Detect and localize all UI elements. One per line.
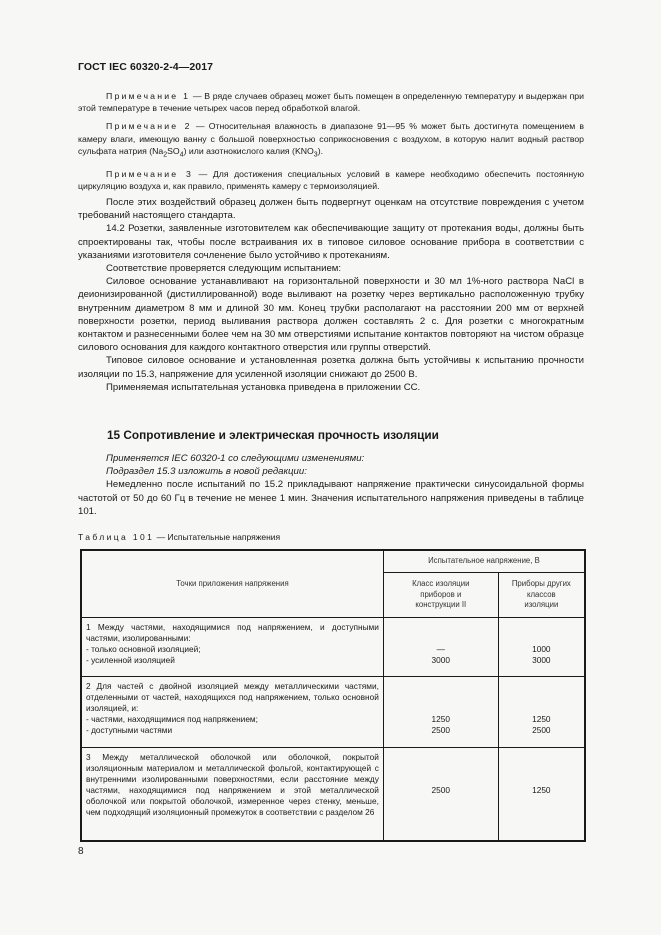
section-paragraph: Немедленно после испытаний по 15.2 прикладывают напряжение практически синусоидальной формы частотой от 50 до 60 Гц в течение не менее 1 мин. Значения испытательного напряжения приведены в таблице 101. (78, 479, 584, 517)
row-2-description (81, 677, 383, 748)
subscript: 3 (313, 151, 318, 159)
document-header: ГОСТ IEC 60320-2-4—2017 (78, 61, 214, 73)
table-caption (78, 532, 280, 542)
table-header-row (81, 550, 585, 573)
value: 2500 (532, 725, 551, 735)
paragraph: 14.2 Розетки, заявленные изготовителем как обеспечивающие защиту от протекания воды, должны быть спроектированы так, чтобы после встраивания их в типовое силовое основание прибора в соответствии с указаниями изготовителя сочленение было устойчиво к протеканиям. (78, 223, 584, 261)
note-label: Примечание 3 (106, 168, 194, 179)
row-2-class2 (383, 677, 498, 748)
table-caption-text: — Испытательные напряжения (154, 532, 281, 542)
table-row (81, 677, 585, 748)
notes-block (78, 90, 584, 192)
note-2 (78, 120, 584, 161)
value: 3000 (431, 655, 451, 665)
body-text (78, 196, 584, 394)
note-3 (78, 168, 584, 192)
subscript: 2 (163, 151, 168, 159)
note-text: — В ряде случаев образец может быть помещен в определенную температуру и выдержан при этой температуре в течение четырех часов перед обработкой влагой. (78, 91, 584, 114)
note-label: Примечание 1 (106, 91, 191, 101)
paragraph: Соответствие проверяется следующим испытанием: (106, 263, 342, 275)
paragraph: Силовое основание устанавливают на горизонтальной поверхности и 30 мл 1%-ного раствора NaCl в деионизированной (дистиллированной) воде выливают на розетку через вертикально расположенную трубку внутренним диаметром 8 мм и длиной 30 мм. Конец трубки располагают на расстоянии 200 мм от верхней поверхности розетки, период выливания раствора должен составлять 2 с. Для розетки с многократным контактом и разнесенными более чем на 30 мм отверстиями испытание контактов повторяют на чистом образце силового основания для каждого контактного отверстия или группы отверстий. (78, 276, 584, 354)
section-text (78, 452, 584, 518)
value: — (436, 644, 445, 654)
row-sub-item: - доступными частями (86, 725, 173, 735)
test-voltage-table (80, 549, 586, 842)
row-3-other: 1250 (498, 748, 585, 842)
paragraph: Применяемая испытательная установка приведена в приложении СС. (106, 381, 421, 393)
row-1-description (81, 618, 383, 677)
section-title: 15 Сопротивление и электрическая прочность изоляции (107, 428, 439, 442)
paragraph: Типовое силовое основание и установленная розетка должна быть устойчивы к испытанию прочности изоляции по 15.3, напряжение для усиленной изоляции снижают до 2500 В. (78, 355, 584, 380)
value: 1250 (431, 714, 451, 724)
row-sub-item: - только основной изоляцией; (86, 644, 201, 654)
value: 3000 (532, 655, 551, 665)
row-main-text: 1 Между частями, находящимися под напряжением, и доступными частями, изолированными: (86, 622, 379, 643)
table-caption-label: Таблица 101 (78, 532, 155, 542)
paragraph: После этих воздействий образец должен быть подвергнут оценкам на отсутствие повреждения с учетом требований настоящего стандарта. (78, 197, 584, 222)
note-text: — Для достижения специальных условий в камере необходимо обеспечить постоянную циркуляцию воздуха и, как правило, применять камеру с термоизоляцией. (78, 168, 584, 191)
row-main-text: 2 Для частей с двойной изоляцией между металлическими частями, отделенными от частей, находящихся под напряжением, только основной изоляцией, и: (86, 681, 379, 713)
subscript: 4 (179, 151, 184, 159)
row-3-class2: 2500 (383, 748, 498, 842)
table-row (81, 748, 585, 842)
row-sub-item: - усиленной изоляцией (86, 655, 175, 665)
row-sub-item: - частями, находящимися под напряжением; (86, 714, 258, 724)
row-2-other (498, 677, 585, 748)
section-italic-1: Применяется IEC 60320-1 со следующими изменениями: (106, 453, 365, 464)
note-label: Примечание 2 (106, 121, 192, 132)
header-voltage: Испытательное напряжение, В (383, 550, 585, 573)
note-text: ). (317, 145, 323, 156)
value: 1250 (532, 714, 551, 724)
note-text: ) или азотнокислого калия (KNO (183, 145, 314, 156)
row-3-description: 3 Между металлической оболочкой или оболочкой, покрытой изоляционным материалом и металлической фольгой, контактирующей с внутренними изолированными поверхностями, если расстояние между частями, находящимися под напряжением и этой металлической оболочкой или покрытой оболочкой, измеренное через стенку, меньше, чем подходящий изоляционный промежуток в соответствии с разделом 26 (81, 748, 383, 842)
value: 2500 (431, 725, 451, 735)
header-points: Точки приложения напряжения (81, 550, 383, 618)
section-italic-2: Подраздел 15.3 изложить в новой редакции: (106, 466, 307, 478)
header-other: Приборы других классов изоляции (498, 573, 585, 618)
header-class2: Класс изоляции приборов и конструкции II (383, 573, 498, 618)
row-1-other (498, 618, 585, 677)
note-text: SO (167, 145, 180, 156)
table-row (81, 618, 585, 677)
row-1-class2 (383, 618, 498, 677)
value: 1000 (532, 644, 551, 654)
page-number: 8 (78, 846, 84, 857)
note-1 (78, 90, 584, 114)
note-text: — Относительная влажность в диапазоне 91—95 % может быть достигнута помещением в камеру влаги, имеющую ванну с большой поверхностью соприкосновения с воздухом, в которую налит водный раствор сульфата натрия (Na (78, 121, 584, 156)
